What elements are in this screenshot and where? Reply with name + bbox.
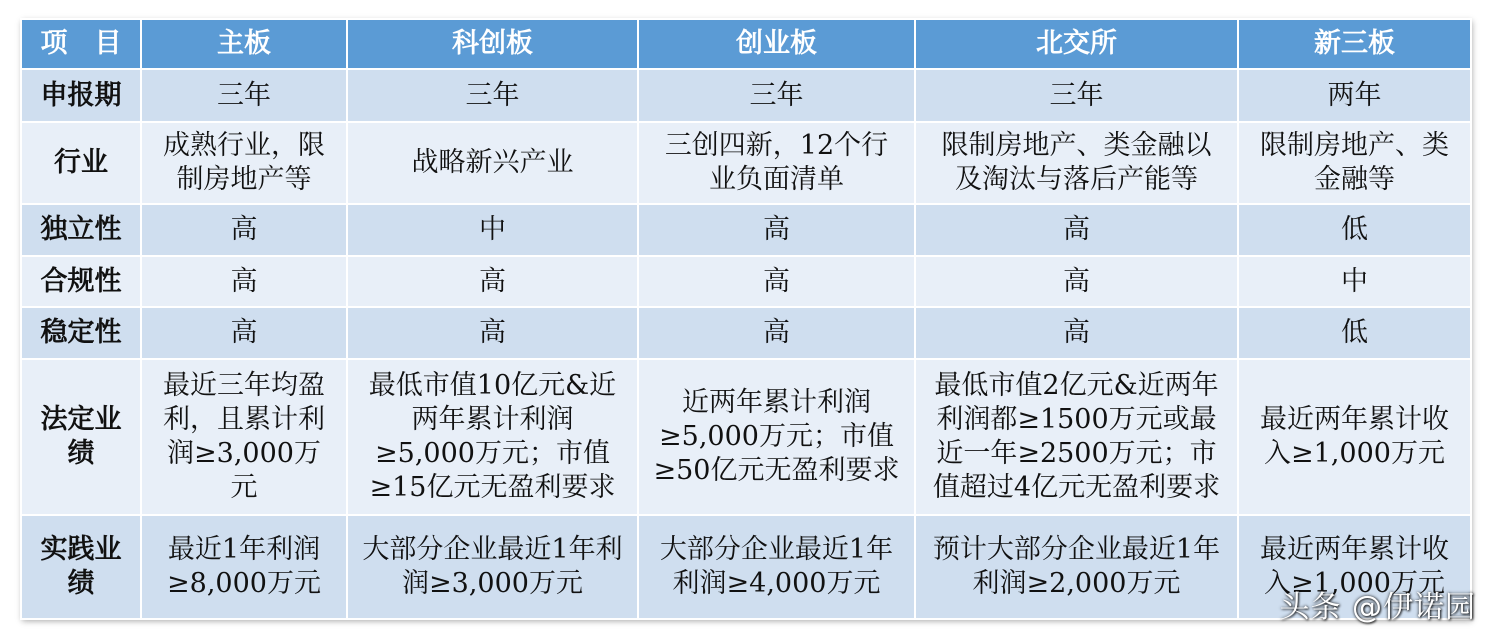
table-cell: 高 [347,256,638,307]
table-cell: 高 [915,256,1238,307]
table-cell: 最近两年累计收入≥1,000万元 [1238,515,1471,619]
table-cell: 高 [141,307,347,359]
table-cell: 最低市值10亿元&近两年累计利润≥5,000万元；市值≥15亿元无盈利要求 [347,359,638,515]
table-cell: 三年 [347,69,638,122]
board-comparison-table [20,18,1472,620]
table-cell: 中 [347,204,638,256]
table-row [21,515,1471,619]
table-cell: 最近1年利润≥8,000万元 [141,515,347,619]
table-cell: 最低市值2亿元&近两年利润都≥1500万元或最近一年≥2500万元；市值超过4亿元无盈利要求 [915,359,1238,515]
row-label: 法定业绩 [21,359,141,515]
table-row [21,69,1471,122]
table-cell: 三年 [141,69,347,122]
header-neeq: 新三板 [1238,19,1471,69]
comparison-table-frame [20,18,1470,618]
header-item: 项 目 [21,19,141,69]
table-cell: 高 [141,256,347,307]
row-label: 实践业绩 [21,515,141,619]
table-cell: 预计大部分企业最近1年利润≥2,000万元 [915,515,1238,619]
table-cell: 两年 [1238,69,1471,122]
header-main-board: 主板 [141,19,347,69]
header-chinext: 创业板 [638,19,915,69]
table-row [21,204,1471,256]
table-cell: 高 [915,204,1238,256]
table-header-row [21,19,1471,69]
table-cell: 战略新兴产业 [347,122,638,204]
watermark: 头条 @伊诺园 [1279,590,1476,625]
row-label: 合规性 [21,256,141,307]
row-label: 申报期 [21,69,141,122]
table-cell: 最近两年累计收入≥1,000万元 [1238,359,1471,515]
table-cell: 限制房地产、类金融以及淘汰与落后产能等 [915,122,1238,204]
table-cell: 中 [1238,256,1471,307]
table-cell: 高 [347,307,638,359]
table-cell: 高 [915,307,1238,359]
table-cell: 最近三年均盈利，且累计利润≥3,000万元 [141,359,347,515]
header-star-market: 科创板 [347,19,638,69]
table-cell: 三年 [915,69,1238,122]
table-cell: 成熟行业，限制房地产等 [141,122,347,204]
table-row [21,256,1471,307]
table-cell: 高 [638,204,915,256]
table-cell: 高 [141,204,347,256]
table-row [21,359,1471,515]
row-label: 独立性 [21,204,141,256]
table-row [21,122,1471,204]
table-cell: 大部分企业最近1年利润≥4,000万元 [638,515,915,619]
header-bse: 北交所 [915,19,1238,69]
table-cell: 限制房地产、类金融等 [1238,122,1471,204]
table-row [21,307,1471,359]
row-label: 行业 [21,122,141,204]
table-cell: 高 [638,307,915,359]
table-cell: 低 [1238,204,1471,256]
table-cell: 高 [638,256,915,307]
table-cell: 三年 [638,69,915,122]
table-cell: 低 [1238,307,1471,359]
table-cell: 大部分企业最近1年利润≥3,000万元 [347,515,638,619]
table-cell: 近两年累计利润≥5,000万元；市值≥50亿元无盈利要求 [638,359,915,515]
table-cell: 三创四新，12个行业负面清单 [638,122,915,204]
row-label: 稳定性 [21,307,141,359]
